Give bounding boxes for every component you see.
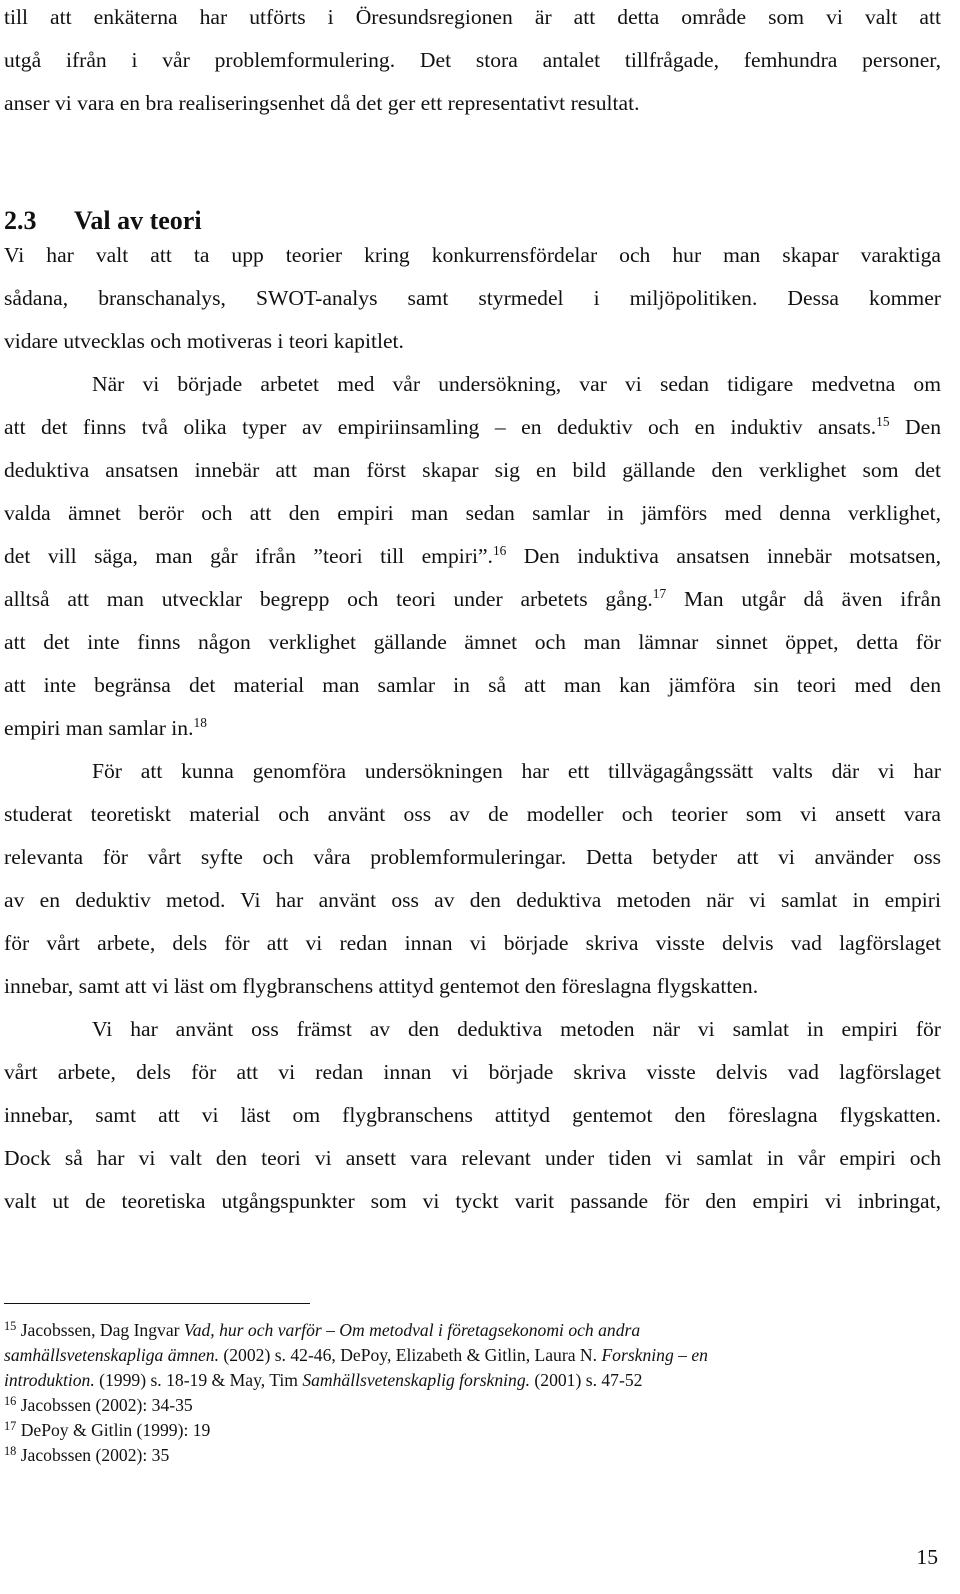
body-line: valda ämnet berör och att den empiri man sedan samlar in jämförs med denna verklighet, — [4, 501, 941, 525]
footnote-ref: 18 — [193, 715, 207, 731]
body-line: av en deduktiv metod. Vi har använt oss av den deduktiva metoden när vi samlat in empiri — [4, 888, 941, 912]
footnote-number: 16 — [4, 1393, 17, 1408]
body-line — [4, 544, 941, 568]
footnote-text: Jacobssen, Dag Ingvar — [16, 1320, 184, 1340]
section-heading — [4, 206, 202, 236]
body-line: att det inte finns någon verklighet gällande ämnet och man lämnar sinnet öppet, detta för — [4, 630, 941, 654]
body-line: innebar, samt att vi läst om flygbranschens attityd gentemot den föreslagna flygskatten. — [4, 1103, 941, 1127]
body-line: studerat teoretiskt material och använt oss av de modeller och teorier som vi ansett vara — [4, 802, 941, 826]
footnote-ref: 16 — [492, 543, 507, 559]
body-line: Vi har valt att ta upp teorier kring konkurrensfördelar och hur man skapar varaktiga — [4, 243, 941, 267]
footnote-text: (2002) s. 42-46, DePoy, Elizabeth & Gitlin, Laura N. — [219, 1345, 602, 1365]
footnote-15-cont — [4, 1370, 941, 1390]
section-title: Val av teori — [74, 206, 202, 235]
text-run: att det finns två olika typer av empiriinsamling – en deduktiv och en induktiv ansats. — [4, 415, 877, 439]
text-run: Man utgår då även ifrån — [666, 587, 941, 611]
footnote-title: Forskning – en — [601, 1345, 708, 1365]
footnote-separator — [4, 1303, 310, 1304]
body-line: för vårt arbete, dels för att vi redan innan vi började skriva visste delvis vad lagförslaget — [4, 931, 941, 955]
body-line — [4, 415, 941, 439]
footnote-ref: 15 — [876, 414, 890, 430]
body-line: anser vi vara en bra realiseringsenhet då det ger ett representativt resultat. — [4, 91, 640, 115]
body-line: vårt arbete, dels för att vi redan innan vi började skriva visste delvis vad lagförslaget — [4, 1060, 941, 1084]
footnote-ref: 17 — [652, 586, 667, 602]
footnote-text: (1999) s. 18-19 & May, Tim — [94, 1370, 303, 1390]
body-line — [4, 587, 941, 611]
footnote-title: introduktion. — [4, 1370, 95, 1390]
text-run: det vill säga, man går ifrån ”teori till empiri”. — [4, 544, 493, 568]
text-run: Den — [889, 415, 942, 439]
body-line: Dock så har vi valt den teori vi ansett vara relevant under tiden vi samlat in vår empiri och — [4, 1146, 941, 1170]
body-line: När vi började arbetet med vår undersökning, var vi sedan tidigare medvetna om — [92, 372, 941, 396]
footnote-number: 15 — [4, 1318, 17, 1333]
footnote-number: 18 — [4, 1443, 17, 1458]
footnote-16 — [4, 1395, 941, 1415]
footnote-text: Jacobssen (2002): 34-35 — [16, 1395, 193, 1415]
footnote-text: DePoy & Gitlin (1999): 19 — [16, 1420, 211, 1440]
footnote-text: (2001) s. 47-52 — [530, 1370, 643, 1390]
body-line: sådana, branschanalys, SWOT-analys samt styrmedel i miljöpolitiken. Dessa kommer — [4, 286, 941, 310]
body-line: utgå ifrån i vår problemformulering. Det stora antalet tillfrågade, femhundra personer, — [4, 48, 941, 72]
footnote-18 — [4, 1445, 941, 1465]
text-run: empiri man samlar in. — [4, 716, 194, 740]
text-run: alltså att man utvecklar begrepp och teori under arbetets gång. — [4, 587, 653, 611]
footnote-15-cont — [4, 1345, 941, 1365]
section-number: 2.3 — [4, 206, 37, 235]
body-line: att inte begränsa det material man samlar in så att man kan jämföra sin teori med den — [4, 673, 941, 697]
body-line: För att kunna genomföra undersökningen har ett tillvägagångssätt valts där vi har — [92, 759, 941, 783]
page-number: 15 — [916, 1545, 938, 1569]
body-line: vidare utvecklas och motiveras i teori kapitlet. — [4, 329, 404, 353]
footnote-text: Jacobssen (2002): 35 — [16, 1445, 170, 1465]
footnote-title: Samhällsvetenskaplig forskning. — [302, 1370, 531, 1390]
body-line: Vi har använt oss främst av den deduktiva metoden när vi samlat in empiri för — [92, 1017, 941, 1041]
footnote-15 — [4, 1320, 941, 1340]
body-line: till att enkäterna har utförts i Öresundsregionen är att detta område som vi valt att — [4, 5, 941, 29]
footnote-number: 17 — [4, 1418, 17, 1433]
body-line: relevanta för vårt syfte och våra problemformuleringar. Detta betyder att vi använder oss — [4, 845, 941, 869]
footnote-title: samhällsvetenskapliga ämnen. — [4, 1345, 219, 1365]
text-run: Den induktiva ansatsen innebär motsatsen, — [506, 544, 941, 568]
body-line: valt ut de teoretiska utgångspunkter som vi tyckt varit passande för den empiri vi inbringat, — [4, 1189, 941, 1213]
footnote-17 — [4, 1420, 941, 1440]
body-line: innebar, samt att vi läst om flygbranschens attityd gentemot den föreslagna flygskatten. — [4, 974, 759, 998]
body-line: deduktiva ansatsen innebär att man först skapar sig en bild gällande den verklighet som det — [4, 458, 941, 482]
footnote-title: Vad, hur och varför – Om metodval i företagsekonomi och andra — [183, 1320, 641, 1340]
body-line — [4, 716, 941, 740]
